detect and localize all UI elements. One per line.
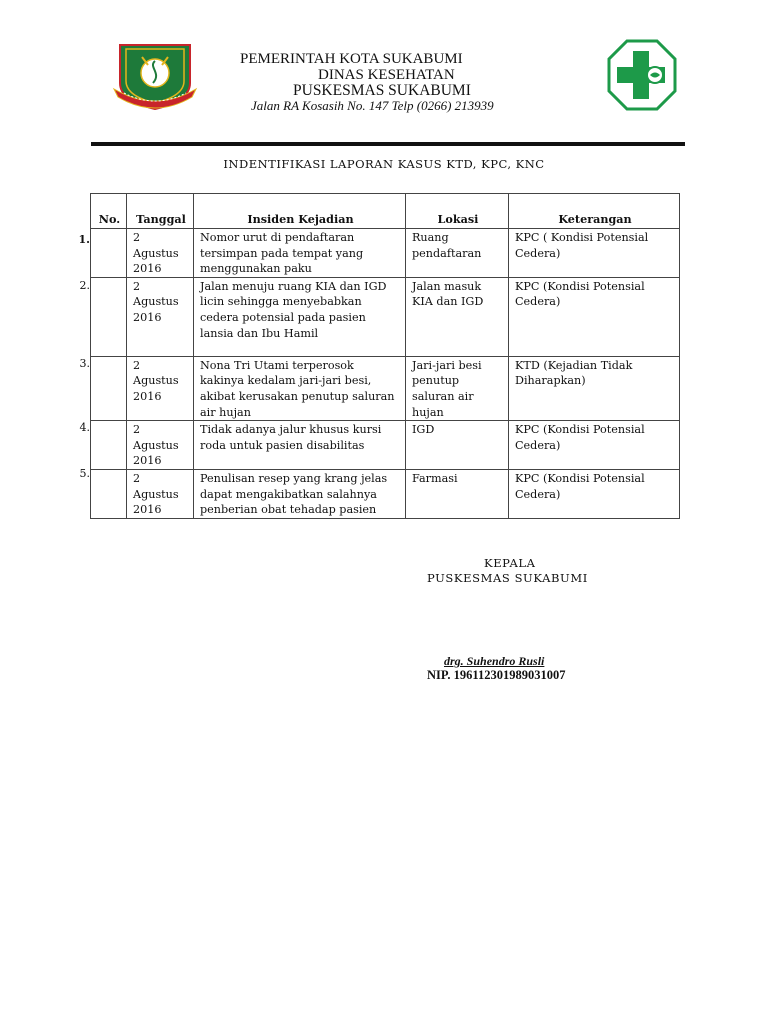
- cell-lokasi: Farmasi: [406, 469, 509, 518]
- header-divider: [91, 142, 685, 146]
- kota-sukabumi-emblem-icon: [112, 43, 198, 112]
- header-government: PEMERINTAH KOTA SUKABUMI: [240, 51, 463, 67]
- row-number: 3.: [79, 357, 90, 370]
- incident-report-table: [90, 193, 680, 519]
- signature-nip: NIP. 196112301989031007: [427, 668, 566, 682]
- row-number: 2.: [79, 279, 90, 292]
- cell-keterangan: KPC (Kondisi Potensial Cedera): [509, 277, 680, 356]
- cell-no: [91, 421, 127, 470]
- cell-lokasi: IGD: [406, 421, 509, 470]
- cell-insiden: Nomor urut di pendaftaran tersimpan pada tempat yang menggunakan paku: [194, 229, 406, 278]
- cell-keterangan: KTD (Kejadian Tidak Diharapkan): [509, 356, 680, 420]
- table-row: [91, 356, 680, 420]
- puskesmas-cross-icon: [607, 39, 677, 111]
- col-header-insiden: Insiden Kejadian: [194, 194, 406, 229]
- cell-lokasi: Jari-jari besi penutup saluran air hujan: [406, 356, 509, 420]
- signature-org: PUSKESMAS SUKABUMI: [427, 571, 588, 585]
- signature-name: drg. Suhendro Rusli: [444, 654, 545, 668]
- cell-tanggal: 2 Agustus 2016: [127, 421, 194, 470]
- row-number: 4.: [79, 421, 90, 434]
- table-row: [91, 277, 680, 356]
- cell-insiden: Nona Tri Utami terperosok kakinya kedalam jari-jari besi, akibat kerusakan penutup saluran air hujan: [194, 356, 406, 420]
- table-row: [91, 469, 680, 518]
- col-header-keterangan: Keterangan: [509, 194, 680, 229]
- table-row: [91, 229, 680, 278]
- cell-keterangan: KPC (Kondisi Potensial Cedera): [509, 421, 680, 470]
- signature-role: KEPALA: [484, 556, 536, 570]
- cell-tanggal: 2 Agustus 2016: [127, 469, 194, 518]
- cell-tanggal: 2 Agustus 2016: [127, 356, 194, 420]
- cell-insiden: Penulisan resep yang krang jelas dapat mengakibatkan salahnya penberian obat tehadap pasien: [194, 469, 406, 518]
- cell-no: [91, 277, 127, 356]
- cell-lokasi: Jalan masuk KIA dan IGD: [406, 277, 509, 356]
- cell-keterangan: KPC (Kondisi Potensial Cedera): [509, 469, 680, 518]
- row-number: 1.: [78, 233, 90, 246]
- cell-no: [91, 469, 127, 518]
- document-title: INDENTIFIKASI LAPORAN KASUS KTD, KPC, KNC: [223, 157, 545, 171]
- header-puskesmas: PUSKESMAS SUKABUMI: [293, 82, 471, 99]
- col-header-lokasi: Lokasi: [406, 194, 509, 229]
- header-department: DINAS KESEHATAN: [318, 67, 455, 83]
- cell-tanggal: 2 Agustus 2016: [127, 277, 194, 356]
- cell-insiden: Tidak adanya jalur khusus kursi roda untuk pasien disabilitas: [194, 421, 406, 470]
- col-header-no: No.: [91, 194, 127, 229]
- col-header-tanggal: Tanggal: [127, 194, 194, 229]
- table-row: [91, 421, 680, 470]
- header-address: Jalan RA Kosasih No. 147 Telp (0266) 213939: [251, 98, 494, 113]
- table-header-row: [91, 194, 680, 229]
- cell-lokasi: Ruang pendaftaran: [406, 229, 509, 278]
- cell-no: [91, 356, 127, 420]
- row-number: 5.: [79, 467, 90, 480]
- cell-insiden: Jalan menuju ruang KIA dan IGD licin sehingga menyebabkan cedera potensial pada pasien lansia dan Ibu Hamil: [194, 277, 406, 356]
- cell-keterangan: KPC ( Kondisi Potensial Cedera): [509, 229, 680, 278]
- cell-tanggal: 2 Agustus 2016: [127, 229, 194, 278]
- cell-no: [91, 229, 127, 278]
